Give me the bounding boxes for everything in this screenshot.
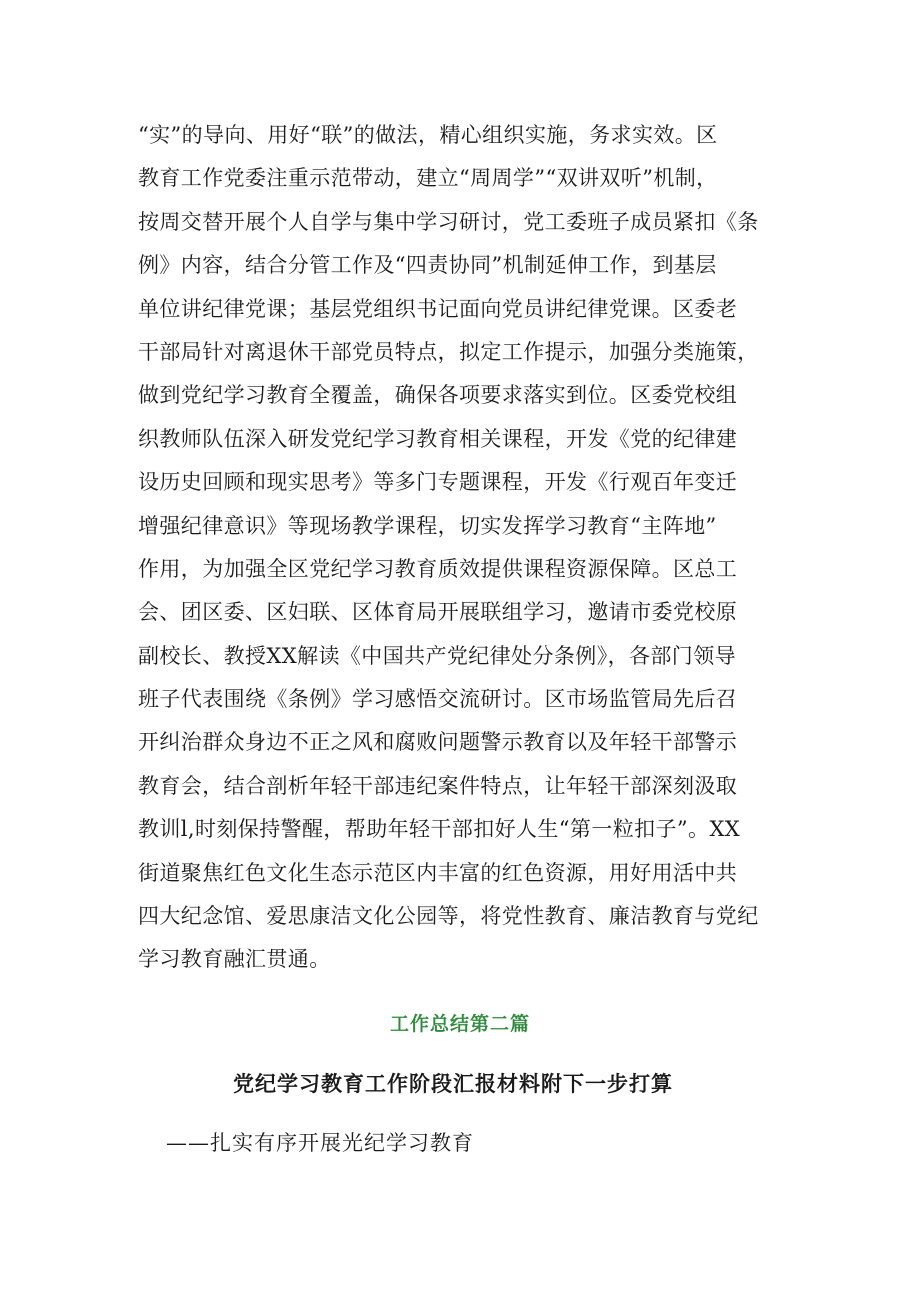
- body-line: 四大纪念馆、爱思康洁文化公园等，将党性教育、廉洁教育与党纪: [138, 904, 759, 929]
- body-line: 学习教育融汇贯通。: [138, 947, 331, 972]
- body-line: 设历史回顾和现实思考》等多门专题课程，开发《行观百年变迁: [138, 470, 738, 495]
- body-line: 做到党纪学习教育全覆盖，确保各项要求落实到位。区委党校组: [138, 383, 738, 408]
- document-title: 党纪学习教育工作阶段汇报材料附下一步打算: [233, 1071, 673, 1096]
- body-line: 例》内容，结合分管工作及“四责协同”机制延伸工作，到基层: [138, 253, 717, 278]
- body-line: 班子代表围绕《条例》学习感悟交流研讨。区市场监管局先后召: [138, 687, 738, 712]
- body-line: 教育会，结合剖析年轻干部违纪案件特点，让年轻干部深刻汲取: [138, 773, 738, 798]
- document-subtitle: ——扎实有序开展光纪学习教育: [166, 1131, 474, 1155]
- body-line: 开纠治群众身边不正之风和腐败问题警示教育以及年轻干部警示: [138, 730, 738, 755]
- body-line: 作用，为加强全区党纪学习教育质效提供课程资源保障。区总工: [138, 556, 738, 581]
- body-line: 增强纪律意识》等现场教学课程，切实发挥学习教育“主阵地”: [138, 513, 717, 538]
- body-line: “实”的导向、用好“联”的做法，精心组织实施，务求实效。区: [138, 123, 718, 147]
- body-line: 街道聚焦红色文化生态示范区内丰富的红色资源，用好用活中共: [138, 860, 738, 885]
- body-line: 单位讲纪律党课；基层党组织书记面向党员讲纪律党课。区委老: [138, 296, 738, 321]
- body-line: 干部局针对离退休干部党员特点，拟定工作提示，加强分类施策，: [138, 339, 759, 364]
- section-heading: 工作总结第二篇: [389, 1013, 530, 1035]
- body-line: 教训l,时刻保持警醒，帮助年轻干部扣好人生“第一粒扣子”。XX: [138, 817, 741, 842]
- body-paragraph: [138, 114, 798, 982]
- body-line: 按周交替开展个人自学与集中学习研讨，党工委班子成员紧扣《条: [138, 209, 759, 234]
- body-line: 副校长、教授XX解读《中国共产党纪律处分条例》，各部门领导: [138, 643, 736, 668]
- body-line: 织教师队伍深入研发党纪学习教育相关课程，开发《党的纪律建: [138, 426, 738, 451]
- body-line: 会、团区委、区妇联、区体育局开展联组学习，邀请市委党校原: [138, 600, 738, 625]
- body-line: 教育工作党委注重示范带动，建立“周周学”“双讲双听”机制，: [138, 166, 718, 191]
